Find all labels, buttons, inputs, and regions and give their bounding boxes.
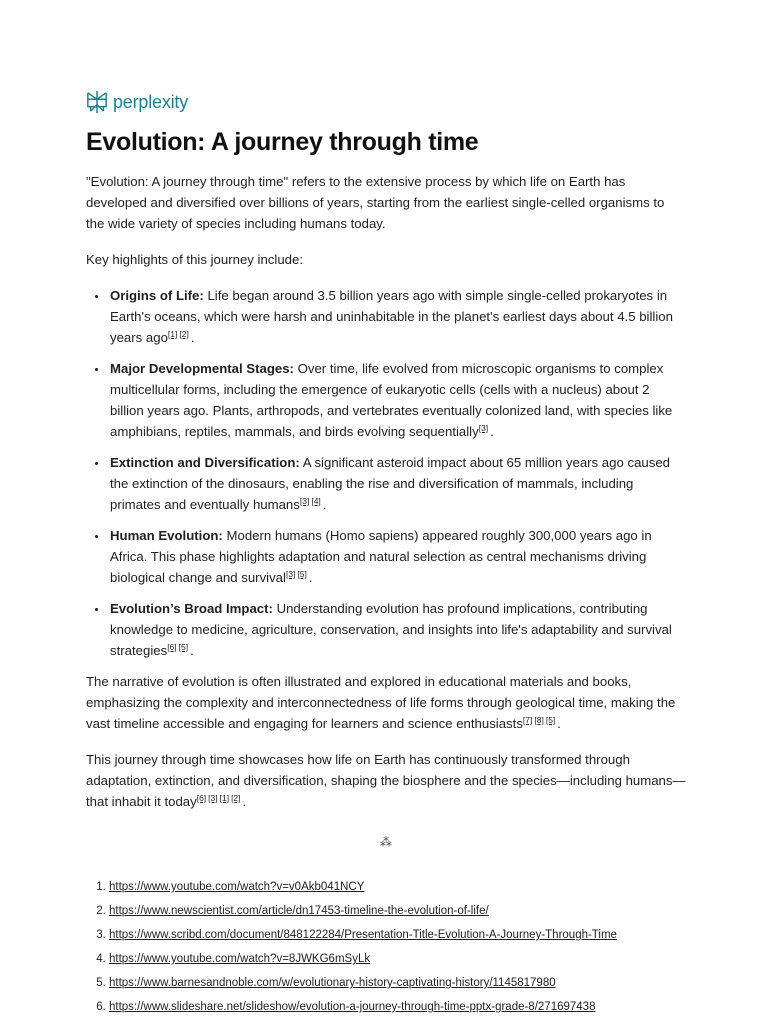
- citation[interactable]: [300, 496, 309, 506]
- citation-link[interactable]: [2]: [179, 329, 189, 339]
- source-item: [109, 971, 686, 995]
- highlight-heading: Major Developmental Stages:: [110, 361, 294, 376]
- narrative-paragraph: The narrative of evolution is often illustrated and explored in educational materials and books, emphasizing the complexity and interconnectedness of life forms through geological time, making the vast timeline accessible and engaging for learners and science enthusiasts[7] [8] [5] .: [86, 674, 676, 731]
- source-item: [109, 923, 686, 947]
- highlight-text: Understanding evolution has profound implications, contributing knowledge to medicine, agriculture, conservation, and insights into life's adaptability and survival strategies: [110, 601, 672, 658]
- highlight-heading: Human Evolution:: [110, 528, 223, 543]
- highlight-item: • Major Developmental Stages: Over time, life evolved from microscopic organisms to complex multicellular forms, including the emergence of eukaryotic cells (cells with a nucleus) about 2 billion years ago. Plants, arthropods, and vertebrates eventually colonized land, with species like amphibians, reptiles, mammals, and birds evolving sequentially[3] .: [108, 358, 686, 442]
- source-link[interactable]: https://www.slideshare.net/slideshow/evolution-a-journey-through-time-pptx-grade-8/271697438: [109, 1001, 596, 1013]
- citation[interactable]: [167, 642, 176, 652]
- paragraph-text: The narrative of evolution is often illustrated and explored in educational materials and books, emphasizing the complexity and interconnectedness of life forms through geological time, making the vast timeline accessible and engaging for learners and science enthusiasts: [86, 674, 676, 731]
- source-link[interactable]: https://www.barnesandnoble.com/w/evolutionary-history-captivating-history/1145817980: [109, 977, 556, 989]
- citation[interactable]: [220, 793, 229, 803]
- citation-link[interactable]: [7]: [522, 715, 533, 725]
- citation-link[interactable]: [4]: [311, 496, 321, 506]
- citation[interactable]: [197, 793, 206, 803]
- citation[interactable]: [231, 793, 240, 803]
- source-link[interactable]: https://www.scribd.com/document/848122284/Presentation-Title-Evolution-A-Journey-Through-Time: [109, 929, 617, 941]
- highlight-item: • Evolution’s Broad Impact: Understanding evolution has profound implications, contributing knowledge to medicine, agriculture, conservation, and insights into life's adaptability and survival strategies[6] [5] .: [108, 598, 686, 661]
- source-item: [109, 947, 686, 971]
- citation-link[interactable]: [3]: [299, 496, 310, 506]
- citation[interactable]: [179, 329, 188, 339]
- source-item: [109, 875, 686, 899]
- citation-link[interactable]: [3]: [208, 793, 218, 803]
- citation[interactable]: [297, 569, 306, 579]
- citation-link[interactable]: [3]: [478, 423, 489, 433]
- source-item: [109, 899, 686, 923]
- citation-link[interactable]: [3]: [285, 569, 296, 579]
- highlight-item: • Origins of Life: Life began around 3.5 billion years ago with simple single-celled prokaryotes in Earth's oceans, which were harsh and uninhabitable in the planet's earliest days about 4.5 billion years ago[1] [2] .: [108, 285, 686, 348]
- citation[interactable]: [546, 715, 555, 725]
- highlight-heading: Origins of Life:: [110, 288, 204, 303]
- highlight-heading: Extinction and Diversification:: [110, 455, 300, 470]
- citation-link[interactable]: [2]: [231, 793, 241, 803]
- citation[interactable]: [311, 496, 320, 506]
- brand-logo[interactable]: [86, 90, 188, 114]
- highlight-item: • Human Evolution: Modern humans (Homo sapiens) appeared roughly 300,000 years ago in Africa. This phase highlights adaptation and natural selection as central mechanisms driving biological change and survival[3] [5] .: [108, 525, 686, 588]
- citation-link[interactable]: [8]: [534, 715, 544, 725]
- highlights-intro: Key highlights of this journey include:: [86, 252, 303, 267]
- citation-link[interactable]: [5]: [297, 569, 307, 579]
- perplexity-logo-icon: [86, 90, 108, 114]
- page-title: Evolution: A journey through time: [86, 128, 479, 156]
- citation[interactable]: [534, 715, 543, 725]
- citation-link[interactable]: [6]: [167, 642, 177, 652]
- answer-body: [86, 171, 686, 1019]
- highlights-list: [86, 285, 686, 661]
- source-item: [109, 995, 686, 1019]
- citation[interactable]: [168, 329, 177, 339]
- citation[interactable]: [523, 715, 532, 725]
- brand-name: perplexity: [113, 91, 189, 112]
- paragraph-text: This journey through time showcases how life on Earth has continuously transformed through adaptation, extinction, and diversification, shaping the biosphere and the species—including humans—that inhabit it today: [86, 752, 686, 809]
- citation[interactable]: [208, 793, 217, 803]
- citation[interactable]: [479, 423, 488, 433]
- summary-paragraph: This journey through time showcases how life on Earth has continuously transformed through adaptation, extinction, and diversification, shaping the biosphere and the species—including humans—that inhabit it today[6] [3] [1] [2] .: [86, 752, 686, 809]
- highlight-text: Life began around 3.5 billion years ago with simple single-celled prokaryotes in Earth's oceans, which were harsh and uninhabitable in the planet's earliest days about 4.5 billion years ago: [110, 288, 673, 345]
- highlight-item: • Extinction and Diversification: A significant asteroid impact about 65 million years ago caused the extinction of the dinosaurs, enabling the rise and diversification of mammals, including primates and eventually humans[3] [4] .: [108, 452, 686, 515]
- citation-link[interactable]: [1]: [167, 329, 178, 339]
- highlight-text: A significant asteroid impact about 65 million years ago caused the extinction of the dinosaurs, enabling the rise and diversification of mammals, including primates and eventually humans: [110, 455, 670, 512]
- highlight-text: Modern humans (Homo sapiens) appeared roughly 300,000 years ago in Africa. This phase highlights adaptation and natural selection as central mechanisms driving biological change and survival: [110, 528, 652, 585]
- citation-link[interactable]: [1]: [219, 793, 230, 803]
- highlight-text: Over time, life evolved from microscopic organisms to complex multicellular forms, including the emergence of eukaryotic cells (cells with a nucleus) about 2 billion years ago. Plants, arthropods, and vertebrates eventually colonized land, with species like amphibians, reptiles, mammals, and birds evolving sequentially: [110, 361, 673, 439]
- highlight-heading: Evolution’s Broad Impact:: [110, 601, 273, 616]
- citation-link[interactable]: [6]: [196, 793, 207, 803]
- section-divider: ⁂: [380, 835, 392, 849]
- citation-link[interactable]: [5]: [178, 642, 189, 652]
- source-link[interactable]: https://www.newscientist.com/article/dn17453-timeline-the-evolution-of-life/: [109, 905, 489, 917]
- citation-link[interactable]: [5]: [545, 715, 556, 725]
- sources-list: [86, 875, 686, 1019]
- source-link[interactable]: https://www.youtube.com/watch?v=v0Akb041NCY: [109, 881, 365, 893]
- citation[interactable]: [286, 569, 295, 579]
- citation[interactable]: [179, 642, 188, 652]
- intro-paragraph: "Evolution: A journey through time" refers to the extensive process by which life on Earth has developed and diversified over billions of years, starting from the earliest single-celled organisms to the wide variety of species including humans today.: [86, 174, 665, 231]
- source-link[interactable]: https://www.youtube.com/watch?v=8JWKG6mSyLk: [109, 953, 371, 965]
